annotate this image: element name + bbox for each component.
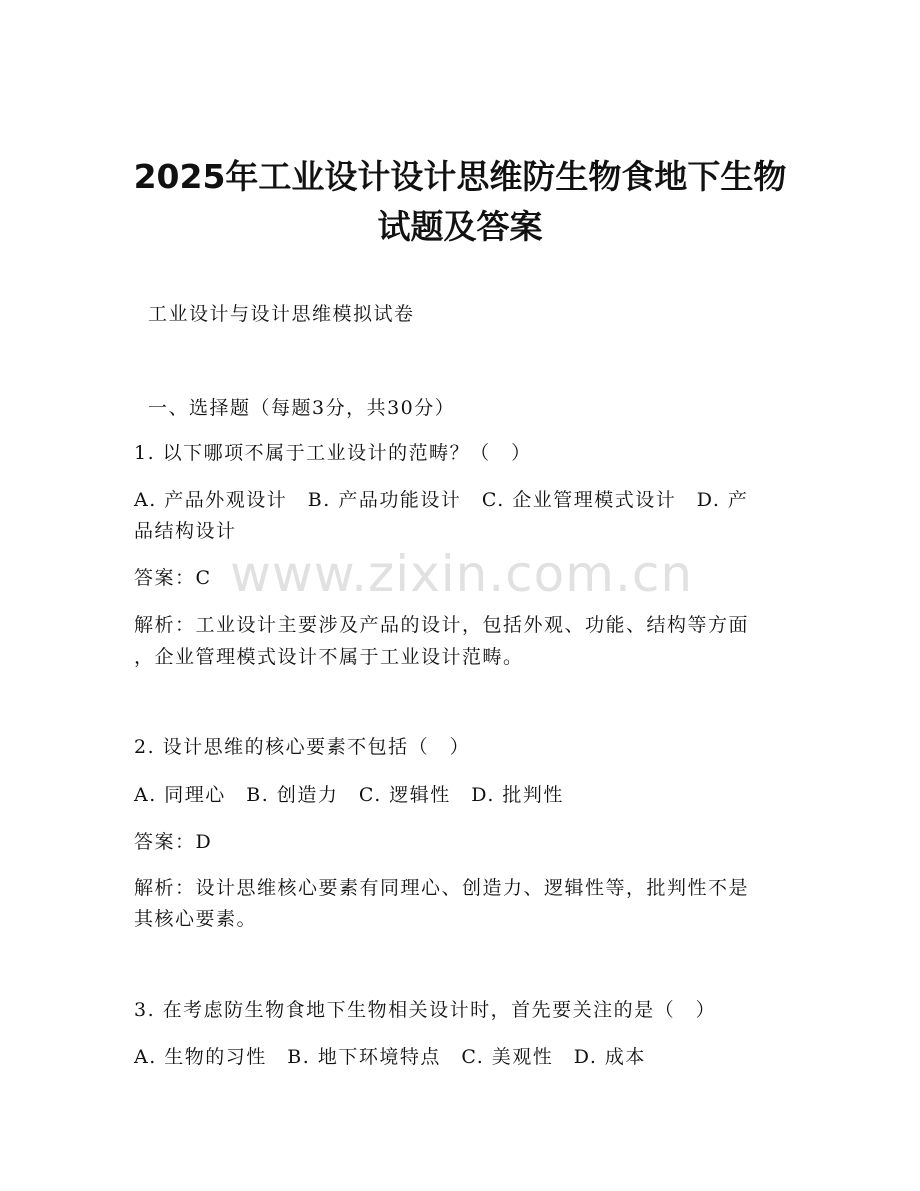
question-2-analysis-line-2: 其核心要素。 (134, 908, 258, 930)
question-2-stem: 2. 设计思维的核心要素不包括（ ） (134, 736, 471, 758)
question-2-options-line-1: A. 同理心 B. 创造力 C. 逻辑性 D. 批判性 (134, 784, 564, 806)
section-heading: 一、选择题（每题3分，共30分） (148, 397, 456, 419)
question-3-options-line-1: A. 生物的习性 B. 地下环境特点 C. 美观性 D. 成本 (134, 1046, 646, 1068)
document-title-line-2: 试题及答案 (377, 207, 543, 246)
document-subtitle: 工业设计与设计思维模拟试卷 (148, 303, 415, 325)
question-1-options-line-1: A. 产品外观设计 B. 产品功能设计 C. 企业管理模式设计 D. 产 (134, 489, 749, 511)
watermark: www.zixin.com.cn (230, 545, 694, 603)
question-1-options-line-2: 品结构设计 (134, 520, 237, 542)
question-2-analysis-line-1: 解析：设计思维核心要素有同理心、创造力、逻辑性等，批判性不是 (134, 877, 750, 899)
question-1-analysis-line-1: 解析：工业设计主要涉及产品的设计，包括外观、功能、结构等方面 (134, 614, 750, 636)
document-title-line-1: 2025年工业设计设计思维防生物食地下生物 (133, 157, 787, 196)
question-1-stem: 1. 以下哪项不属于工业设计的范畴？（ ） (134, 442, 532, 464)
question-2-answer: 答案：D (134, 831, 213, 853)
question-1-analysis-line-2: ，企业管理模式设计不属于工业设计范畴。 (134, 646, 524, 668)
question-3-stem: 3. 在考虑防生物食地下生物相关设计时，首先要关注的是（ ） (134, 999, 717, 1021)
question-1-answer: 答案：C (134, 567, 212, 589)
